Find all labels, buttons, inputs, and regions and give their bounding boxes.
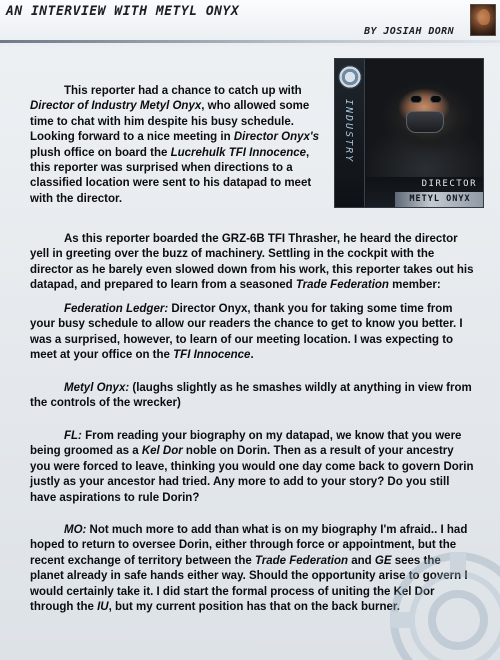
text-run: FL:	[64, 430, 82, 442]
text-run: , this reporter was surprised when directions to a classified location were sent to his datapad to meet with the director.	[30, 146, 312, 205]
paragraph-intro	[30, 84, 326, 207]
text-run: IU	[97, 601, 109, 614]
paragraph-boarding	[30, 232, 474, 294]
text-run: From reading your biography on my datapad, we know that you were being groomed as a	[30, 430, 462, 458]
text-run: MO:	[64, 524, 87, 536]
text-run: Federation Ledger:	[64, 303, 169, 315]
text-run: Director Onyx's	[233, 131, 320, 144]
text-run: This reporter had a chance to catch up with	[64, 85, 302, 97]
text-run: Trade Federation	[295, 279, 389, 292]
text-run: plush office on board the	[30, 146, 171, 159]
breath-mask-icon	[406, 111, 444, 133]
text-run: Lucrehulk TFI Innocence	[170, 146, 307, 159]
paragraph-answer-1	[30, 381, 474, 412]
profile-card	[334, 58, 484, 208]
paragraph-question-1	[30, 302, 474, 364]
text-run: As this reporter boarded the GRZ-6B TFI Thrasher, he heard the director yell in greeting over the buzz of machinery. Settling in the cockpit with the director as he barely even slowed down from his work, this reporter takes out his datapad, and prepared to learn from a seasoned	[30, 233, 474, 292]
text-run: Trade Federation	[254, 554, 349, 567]
text-run: Not much more to add than what is on my biography I'm afraid.. I had hoped to return to oversee Dorin, either through force or appointment, but the recent exchange of territory between the	[30, 524, 468, 567]
paragraph-question-2	[30, 429, 474, 506]
text-run: .	[250, 349, 254, 362]
portrait-photo	[366, 59, 484, 177]
article-header	[0, 0, 500, 46]
text-run: Kel Dor	[141, 445, 183, 458]
text-run: sees the planet already in safe hands either way. Should the opportunity arise to govern I would certainly take it. I did start the formal process of uniting the Kel Dor through the	[30, 554, 468, 614]
text-run: (laughs slightly as he smashes wildly at anything in view from the controls of the wrecker)	[30, 382, 472, 410]
text-run: Director of Industry Metyl Onyx	[30, 100, 202, 113]
text-run: and	[348, 554, 375, 567]
header-divider	[0, 40, 500, 43]
text-run: Metyl Onyx:	[64, 382, 130, 394]
author-thumbnail	[470, 4, 496, 36]
card-rank: DIRECTOR	[421, 179, 477, 189]
text-run: member:	[388, 279, 441, 292]
card-sidebar	[335, 59, 365, 208]
text-run: , but my current position has that on the back burner.	[108, 601, 400, 614]
text-run: Director Onyx, thank you for taking some time from your busy schedule to allow our readers the chance to get to know you better. I was a surprised, however, to learn of our meeting location. I was expecting to meet at your office on the	[30, 303, 463, 362]
article-title: AN INTERVIEW WITH METYL ONYX	[6, 4, 240, 19]
text-run: GE	[374, 554, 392, 567]
trade-federation-logo-icon	[338, 65, 362, 89]
goggle-left-icon	[410, 95, 422, 103]
text-run: noble on Dorin. Then as a result of your ancestry you were forced to leave, thinking you would one day come back to govern Dorin justly as your ancestor had tried. Any more to add to your story? Do you still have aspirations to rule Dorin?	[30, 445, 474, 504]
card-section-label: INDUSTRY	[343, 99, 354, 164]
article-byline: BY JOSIAH DORN	[364, 26, 454, 37]
text-run: TFI Innocence	[173, 349, 251, 362]
goggle-right-icon	[430, 95, 442, 103]
trade-federation-emblem-icon	[388, 550, 500, 660]
text-run: , who allowed some time to chat with him despite his busy schedule. Looking forward to a nice meeting in	[30, 100, 310, 144]
card-name: METYL ONYX	[395, 192, 484, 207]
